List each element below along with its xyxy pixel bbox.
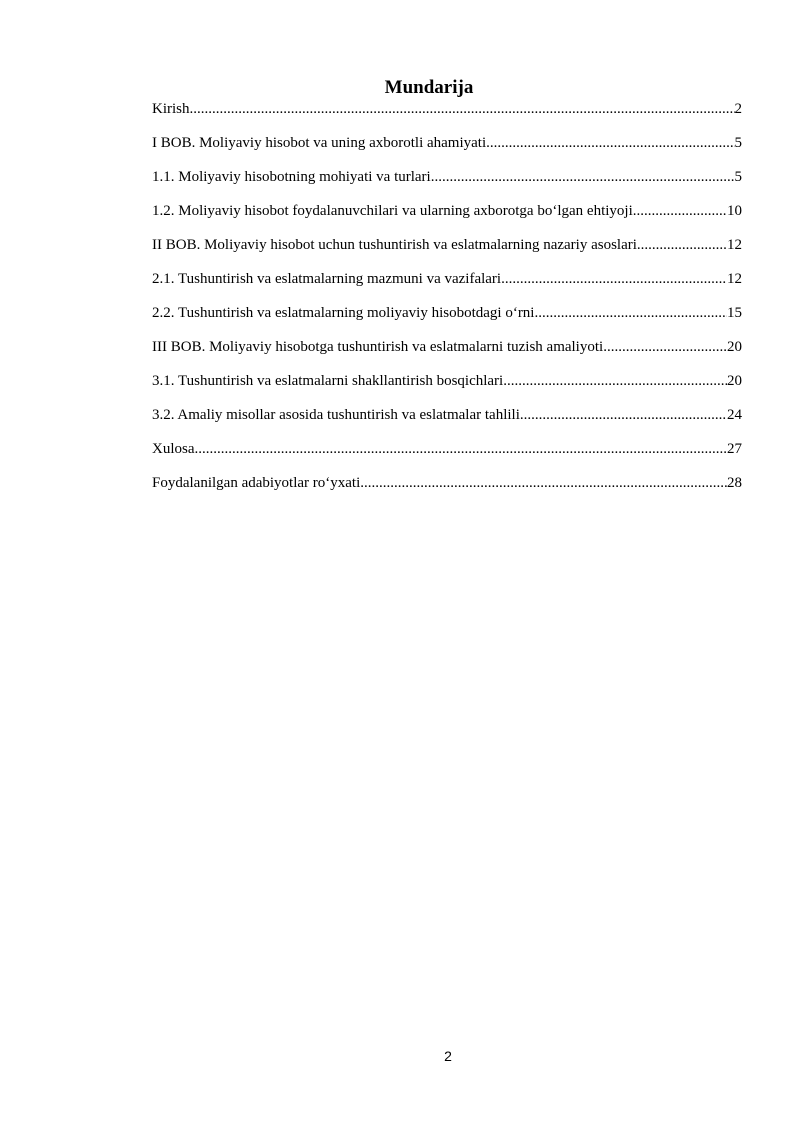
toc-entry — [152, 303, 742, 337]
toc-entry-label: II BOB. Moliyaviy hisobot uchun tushuntirish va eslatmalarning nazariy asoslari — [152, 237, 637, 253]
toc-dot-leader — [431, 167, 735, 187]
toc-entry — [152, 133, 742, 167]
toc-dot-leader — [534, 303, 727, 323]
toc-dot-leader — [603, 337, 727, 357]
toc-dot-leader — [190, 99, 735, 119]
toc-entry-label: Xulosa — [152, 441, 195, 457]
toc-entry — [152, 99, 742, 133]
toc-dot-leader — [503, 371, 727, 391]
toc-entry-label: 3.1. Tushuntirish va eslatmalarni shakllantirish bosqichlari — [152, 373, 504, 389]
toc-entry-page: 10 — [727, 203, 742, 219]
toc-entry-page: 28 — [727, 475, 742, 491]
toc-dot-leader — [520, 405, 727, 425]
toc-entry-page: 27 — [727, 441, 742, 457]
toc-entry — [152, 371, 742, 405]
toc-entry-label: 2.2. Tushuntirish va eslatmalarning moliyaviy hisobotdagi o‘rni — [152, 305, 535, 321]
toc-dot-leader — [501, 269, 727, 289]
toc-entry-label: 1.1. Moliyaviy hisobotning mohiyati va turlari — [152, 169, 431, 185]
toc-entry-page: 5 — [734, 135, 742, 151]
toc-entry-label: I BOB. Moliyaviy hisobot va uning axborotli ahamiyati — [152, 135, 487, 151]
toc-entry-label: 2.1. Tushuntirish va eslatmalarning mazmuni va vazifalari — [152, 271, 502, 287]
toc-entry-page: 12 — [727, 271, 742, 287]
toc-entry — [152, 201, 742, 235]
toc-entry — [152, 337, 742, 371]
toc-entry-page: 20 — [727, 373, 742, 389]
toc-dot-leader — [360, 473, 727, 493]
toc-entry-page: 2 — [734, 101, 742, 117]
toc-entry — [152, 405, 742, 439]
toc-dot-leader — [633, 201, 727, 221]
toc-entry-page: 20 — [727, 339, 742, 355]
toc-entry-page: 24 — [727, 407, 742, 423]
toc-entry — [152, 269, 742, 303]
toc-entry-page: 5 — [734, 169, 742, 185]
toc-dot-leader — [195, 439, 728, 459]
toc-dot-leader — [486, 133, 734, 153]
toc-entry-page: 12 — [727, 237, 742, 253]
toc-entry-label: Foydalanilgan adabiyotlar ro‘yxati — [152, 475, 361, 491]
toc-entry-label: Kirish — [152, 101, 190, 117]
toc-entry — [152, 473, 742, 507]
page-title: Mundarija — [384, 77, 474, 98]
toc-entry — [152, 235, 742, 269]
toc-entry-label: 3.2. Amaliy misollar asosida tushuntirish va eslatmalar tahlili — [152, 407, 520, 423]
toc-entry-label: 1.2. Moliyaviy hisobot foydalanuvchilari va ularning axborotga bo‘lgan ehtiyoji — [152, 203, 633, 219]
toc-dot-leader — [637, 235, 727, 255]
toc-entry-page: 15 — [727, 305, 742, 321]
toc-entry-label: III BOB. Moliyaviy hisobotga tushuntirish va eslatmalarni tuzish amaliyoti — [152, 339, 604, 355]
toc-entry — [152, 439, 742, 473]
toc-entry — [152, 167, 742, 201]
table-of-contents — [152, 99, 742, 507]
page-number: 2 — [444, 1048, 452, 1064]
